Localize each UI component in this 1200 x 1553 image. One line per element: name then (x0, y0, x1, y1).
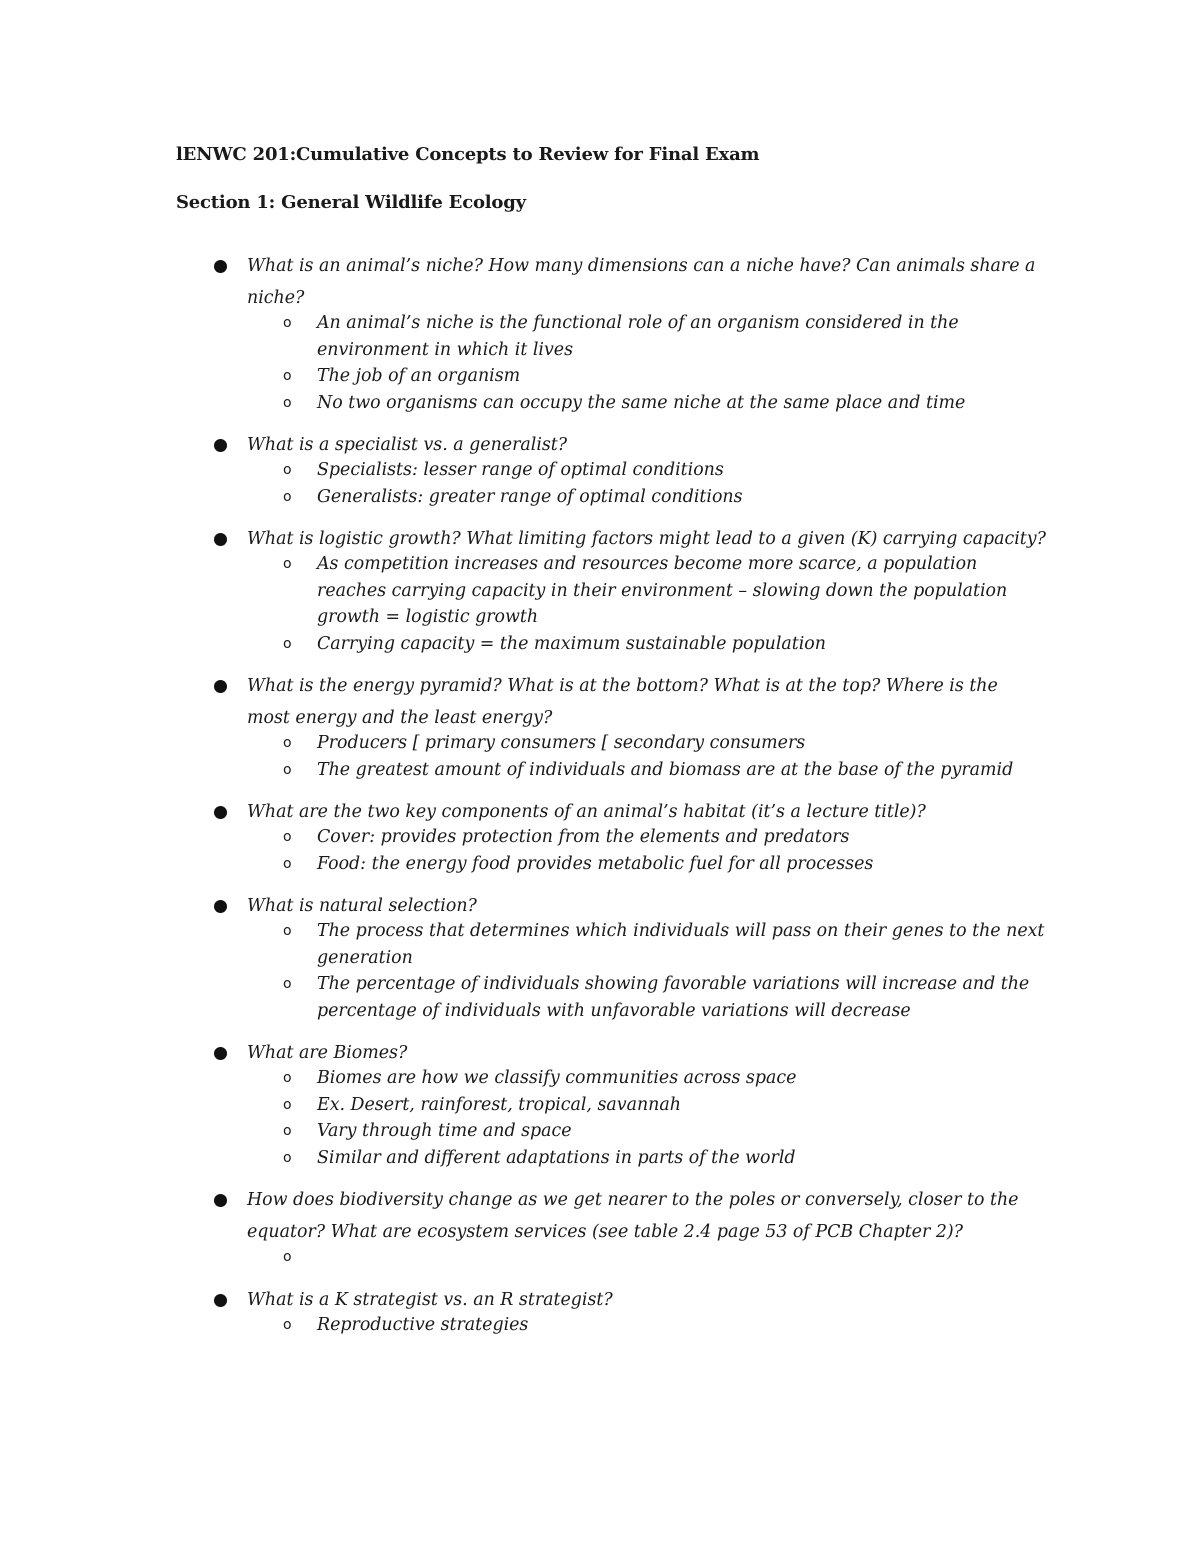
answer-text: Food: the energy food provides metabolic fuel for all processes (317, 853, 874, 874)
answer-list (247, 551, 1046, 657)
answer-item (247, 1065, 1046, 1092)
answer-text: An animal’s niche is the functional role of an organism considered in the environment in which it lives (317, 313, 959, 360)
answer-item (247, 971, 1046, 1024)
question-item (176, 1284, 1046, 1339)
bullet-circle-icon: o (283, 923, 292, 939)
question-text: What is a specialist vs. a generalist? (247, 435, 568, 455)
bullet-circle-icon: o (283, 855, 292, 872)
question-item (176, 250, 1046, 416)
answer-text: Generalists: greater range of optimal conditions (317, 486, 743, 507)
bullet-circle-icon: o (283, 394, 292, 411)
bullet-dot-icon (214, 806, 227, 819)
answer-item (247, 824, 1046, 851)
answer-text: The process that determines which individuals will pass on their genes to the next generation (317, 921, 1045, 968)
answer-item (247, 310, 1046, 363)
bullet-circle-icon: o (283, 315, 292, 331)
answer-item (247, 390, 1046, 417)
bullet-dot-icon (214, 260, 227, 273)
bullet-circle-icon: o (283, 1149, 292, 1166)
question-text: What are the two key components of an animal’s habitat (it’s a lecture title)? (247, 802, 926, 822)
answer-item (247, 363, 1046, 390)
bullet-circle-icon: o (283, 1096, 292, 1113)
answer-text: Ex. Desert, rainforest, tropical, savannah (317, 1094, 681, 1115)
answer-text: The job of an organism (317, 366, 521, 386)
question-item (176, 1184, 1046, 1271)
answer-text: Similar and different adaptations in parts of the world (317, 1147, 796, 1168)
question-text: What are Biomes? (247, 1043, 408, 1063)
answer-text: Cover: provides protection from the elements and predators (317, 827, 850, 847)
bullet-dot-icon (214, 1294, 227, 1307)
answer-item (247, 757, 1046, 784)
question-text: What is the energy pyramid? What is at the bottom? What is at the top? Where is the most energy and the least energy? (247, 676, 998, 728)
document-title: lENWC 201:Cumulative Concepts to Review for Final Exam (176, 144, 760, 165)
answer-item (247, 631, 1046, 658)
question-text: What is logistic growth? What limiting factors might lead to a given (K) carrying capacity? (247, 529, 1046, 549)
answer-item (247, 1118, 1046, 1145)
bullet-circle-icon: o (283, 556, 292, 572)
bullet-circle-icon: o (283, 761, 292, 778)
answer-text: Biomes are how we classify communities across space (317, 1068, 797, 1088)
question-item (176, 429, 1046, 510)
question-text: How does biodiversity change as we get nearer to the poles or conversely, closer to the equator? What are ecosystem services (see table 2.4 page 53 of PCB Chapter 2)? (247, 1190, 1019, 1242)
bullet-dot-icon (214, 533, 227, 546)
bullet-circle-icon: o (283, 976, 292, 992)
answer-item (247, 851, 1046, 878)
bullet-circle-icon: o (283, 368, 292, 384)
question-item (176, 796, 1046, 877)
bullet-dot-icon (214, 900, 227, 913)
bullet-dot-icon (214, 680, 227, 693)
answer-item (247, 551, 1046, 631)
question-list (176, 250, 1046, 1351)
bullet-circle-icon: o (283, 488, 292, 505)
question-text: What is natural selection? (247, 896, 477, 916)
bullet-circle-icon: o (283, 635, 292, 652)
answer-item (247, 918, 1046, 971)
answer-list (247, 1312, 1046, 1339)
answer-text: The percentage of individuals showing favorable variations will increase and the percentage of individuals with unfavorable variations will decrease (317, 974, 1030, 1021)
answer-list (247, 1065, 1046, 1171)
answer-item (247, 457, 1046, 484)
answer-list (247, 824, 1046, 877)
answer-text: Reproductive strategies (317, 1314, 529, 1335)
answer-text: Vary through time and space (317, 1121, 572, 1141)
bullet-circle-icon: o (283, 1070, 292, 1086)
bullet-circle-icon: o (283, 735, 292, 751)
answer-item (247, 730, 1046, 757)
answer-text: Specialists: lesser range of optimal conditions (317, 460, 724, 480)
bullet-dot-icon (214, 1047, 227, 1060)
answer-list (247, 310, 1046, 416)
bullet-circle-icon: o (283, 829, 292, 845)
answer-text: No two organisms can occupy the same niche at the same place and time (317, 392, 966, 413)
answer-text: Carrying capacity = the maximum sustainable population (317, 633, 826, 654)
answer-text: Producers [ primary consumers [ secondary consumers (317, 733, 806, 753)
bullet-dot-icon (214, 1194, 227, 1207)
answer-item (247, 1312, 1046, 1339)
question-item (176, 523, 1046, 657)
answer-list (247, 730, 1046, 783)
question-text: What is a K strategist vs. an R strategist? (247, 1289, 613, 1310)
answer-item (247, 1244, 1046, 1271)
question-text: What is an animal’s niche? How many dimensions can a niche have? Can animals share a niche? (247, 256, 1036, 308)
question-item (176, 670, 1046, 783)
answer-item (247, 1092, 1046, 1119)
question-item (176, 1037, 1046, 1171)
section-heading: Section 1: General Wildlife Ecology (176, 192, 526, 213)
bullet-dot-icon (214, 439, 227, 452)
answer-text: As competition increases and resources become more scarce, a population reaches carrying capacity in their environment – slowing down the population growth = logistic growth (317, 554, 1008, 627)
bullet-circle-icon: o (283, 462, 292, 478)
answer-list (247, 457, 1046, 510)
answer-list (247, 1244, 1046, 1271)
bullet-circle-icon: o (283, 1249, 292, 1265)
question-item (176, 890, 1046, 1024)
answer-list (247, 918, 1046, 1024)
answer-text: The greatest amount of individuals and biomass are at the base of the pyramid (317, 759, 1014, 780)
bullet-circle-icon: o (283, 1123, 292, 1139)
answer-text-empty (317, 1244, 1046, 1271)
bullet-circle-icon: o (283, 1316, 292, 1333)
answer-item (247, 484, 1046, 511)
answer-item (247, 1145, 1046, 1172)
